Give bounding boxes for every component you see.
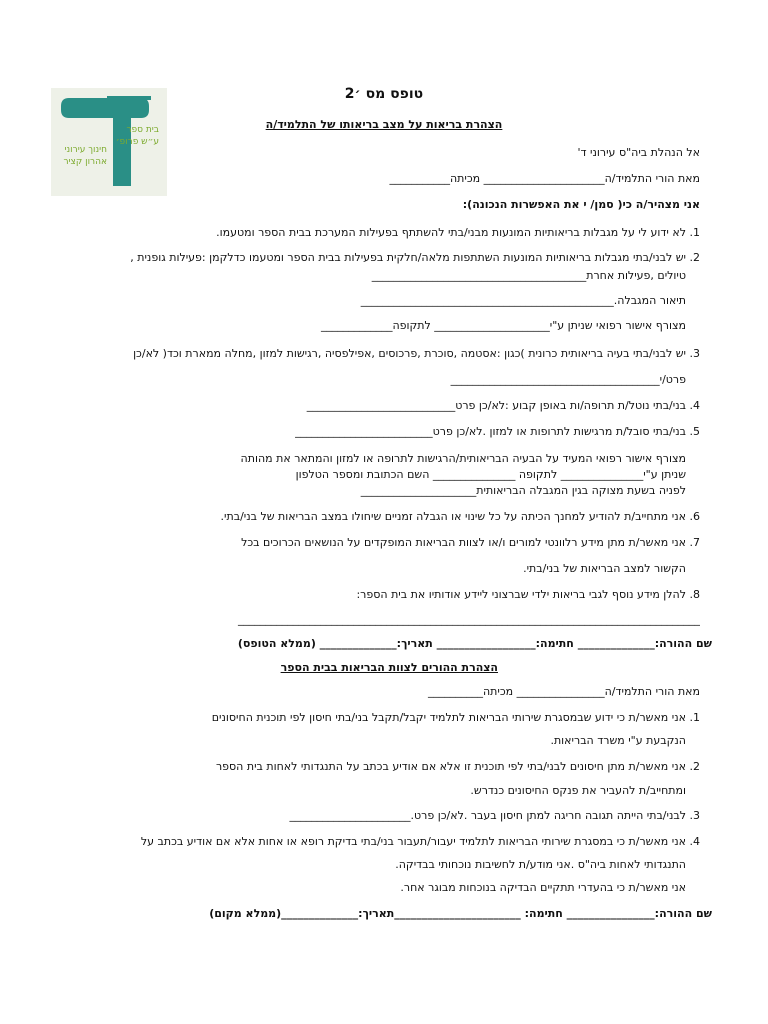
item-4 — [40, 398, 700, 414]
item-3 — [40, 346, 700, 362]
item-text: יש לבני/בתי מגבלות בריאותיות המונעות השתתפות מלאה/חלקית בפעילות בבית הספר ומטעמו כדלקמן :פעילות גופנית , — [130, 251, 686, 264]
item-number: 6. — [689, 510, 700, 523]
item-2-cont: טיולים ,פעילות אחרת_______________________________________ — [371, 269, 686, 282]
item-1 — [40, 225, 700, 241]
from-line: מאת הורי התלמיד/ה______________________ מכיתה___________ — [389, 172, 700, 185]
attach-line-3: לפניה בשעת מצוקה בגין המגבלה הבריאותית_____________________ — [360, 484, 686, 497]
item-number: 3. — [689, 347, 700, 360]
s2-item-1-cont: הנקבעת ע"י משרד הבריאות. — [550, 734, 686, 747]
item-number: 8. — [689, 588, 700, 601]
item-number: 1. — [689, 711, 700, 724]
item-number: 5. — [689, 425, 700, 438]
s2-item-1 — [40, 710, 700, 726]
item-3-detail: פרט/י______________________________________ — [450, 373, 686, 386]
item-6 — [40, 509, 700, 525]
item-text: אני מתחייב/ת להודיע למחנך הכיתה על כל שינוי או הגבלה זמניים שיחולו במצב הבריאות של בני/בתי. — [220, 510, 686, 523]
item-number: 1. — [689, 226, 700, 239]
item-7-cont: הקשור למצב הבריאות של בני/בתי. — [523, 562, 686, 575]
logo-text-2: ע״ש פרופ׳ — [115, 137, 159, 147]
item-text: בני/בתי נוטל/ת תרופה/ות באופן קבוע :לא/כן פרט___________________________ — [306, 399, 686, 412]
item-2-description: תיאור המגבלה.______________________________________________ — [360, 294, 686, 307]
signature-line-2: שם ההורה:________________ חתימה: _______________________תאריך:______________(ממלא מקום) — [209, 907, 712, 920]
s2-item-4 — [40, 834, 700, 850]
item-2-medical-approval: מצורף אישור רפואי שניתן ע"י_____________________ לתקופה_____________ — [320, 319, 686, 332]
item-text: בני/בתי סובל/ת מרגישות לתרופות או למזון .לא/כן פרט_________________________ — [295, 425, 686, 438]
logo-text-1: בית ספר — [126, 125, 159, 135]
s2-item-2 — [40, 759, 700, 775]
item-2 — [40, 250, 700, 266]
item-number: 4. — [689, 835, 700, 848]
item-text: יש לבני/בתי בעיה בריאותית כרונית )כגון :אסטמה ,סוכרת ,פרכוסים ,אפילפסיה ,רגישות למזון ,מחלה ממארת וכד( לא/כן — [133, 347, 686, 360]
item-8 — [40, 587, 700, 603]
item-text: לא ידוע לי על מגבלות בריאותיות המונעות מבני/בתי להשתתף בפעילות המערכת בבית הספר ומטעמו. — [216, 226, 686, 239]
item-number: 7. — [689, 536, 700, 549]
logo-text-3: חינוך עירוני — [64, 145, 107, 155]
from-line-2: מאת הורי התלמיד/ה________________ מכיתה__________ — [427, 685, 700, 698]
section2-title: הצהרת ההורים לצוות הבריאות בבית הספר — [280, 661, 498, 674]
item-7 — [40, 535, 700, 551]
form-title: טופס מס ׳2 — [344, 86, 424, 102]
attach-line-1: מצורף אישור רפואי המעיד על הבעיה הבריאותית/הרגישות לתרופה או למזון והמתאר את מהותה — [240, 452, 686, 465]
item-5 — [40, 424, 700, 440]
item-text: אני מאשר/ת מתן חיסונים לבני/בתי לפי תוכנית זו אלא אם אודיע בכתב על התנגדותי לאחות בית הספר — [215, 760, 686, 773]
s2-item-3 — [40, 808, 700, 824]
declare-header: אני מצהיר/ה כי( סמן/ י את האפשרות הנכונה): — [462, 198, 700, 211]
s2-item-2-cont: ומתחייב/ת להעביר את פנקס החיסונים כנדרש. — [470, 784, 686, 797]
item-text: אני מאשר/ת מתן מידע רלוונטי למורים ו/או לצוות הבריאות המופקדים על הנושאים הכרוכים בכל — [241, 536, 686, 549]
s2-item-4-cont: התנגדותי לאחות ביה"ס .אני מודע/ת לחשיבות נוכחותי בבדיקה. — [395, 858, 686, 871]
item-text: להלן מידע נוסף לגבי בריאות ילדי שברצוני ליידע אודותיו את בית הספר: — [356, 588, 686, 601]
item-text: אני מאשר/ת כי ידוע שבמסגרת שירותי הבריאות לתלמיד יקבל/תקבל בני/בתי חיסון לפי תוכנית החיסונים — [211, 711, 686, 724]
item-number: 2. — [689, 760, 700, 773]
item-number: 4. — [689, 399, 700, 412]
section1-title: הצהרת בריאות על מצב בריאותו של התלמיד/ה — [265, 118, 503, 131]
blank-line: ____________________________________________________________________________________ — [238, 613, 700, 626]
item-number: 3. — [689, 809, 700, 822]
item-text: לבני/בתי הייתה תגובה חריגה למתן חיסון בעבר .לא/כן פרט.______________________ — [289, 809, 686, 822]
s2-item-4-cont-2: אני מאשר/ת כי בהעדרי תתקיים הבדיקה בנוכחות מבוגר אחר. — [400, 881, 686, 894]
signature-line-1: שם ההורה:______________ חתימה:__________________ תאריך:______________ (ממלא הטופס) — [237, 637, 712, 650]
item-text: אני מאשר/ת כי במסגרת שירותי הבריאות לתלמיד יעבור/תעבור בני/בתי בדיקת רופא או אחות אלא אם אודיע בכתב על — [140, 835, 686, 848]
to-line: אל הנהלת ביה"ס עירוני ד' — [577, 146, 700, 159]
item-number: 2. — [689, 251, 700, 264]
logo-text-4: אהרון קציר — [63, 157, 107, 167]
attach-line-2: שניתן ע"י_______________ לתקופה _______________ השם הכתובת ומספר הטלפון — [295, 468, 686, 481]
